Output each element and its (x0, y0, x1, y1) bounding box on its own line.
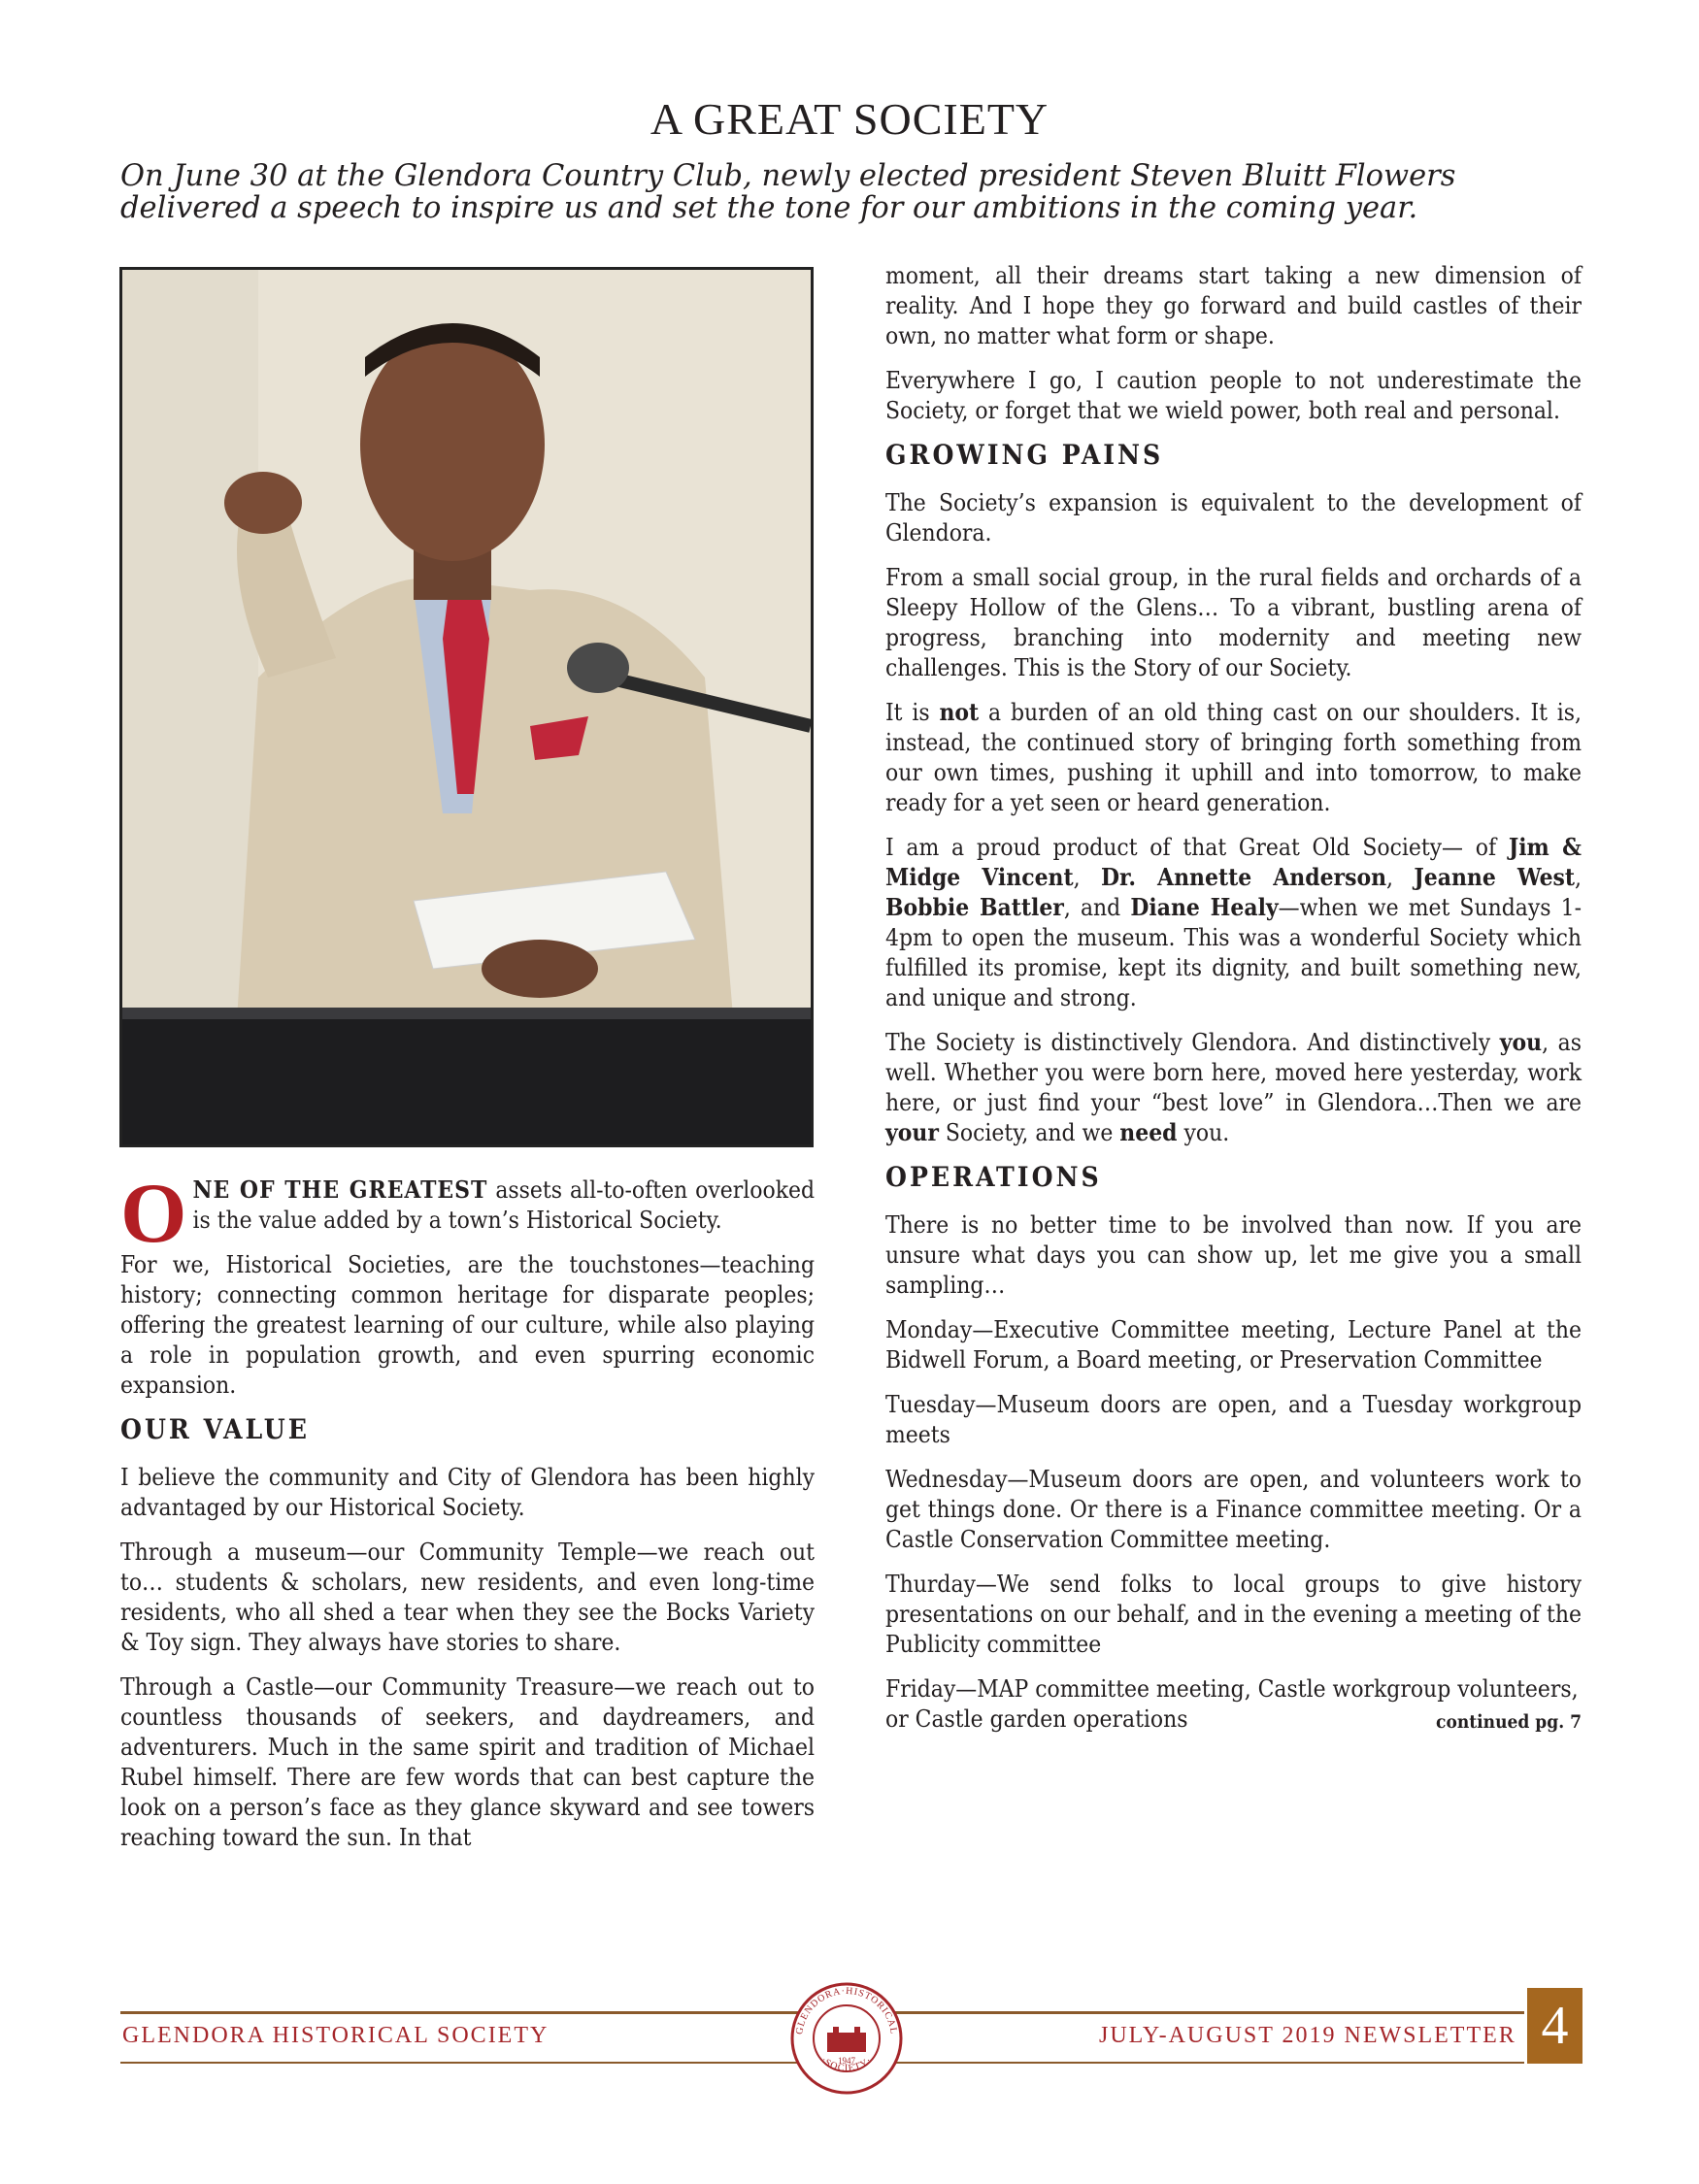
right-column (885, 260, 1582, 1748)
emphasis: not (939, 698, 980, 726)
paragraph: I believe the community and City of Glendora has been highly advantaged by our Historical Society. (120, 1463, 815, 1521)
schedule-friday (885, 1673, 1582, 1734)
text-run: Friday—MAP committee meeting, Castle workgroup volunteers, or Castle garden operations (885, 1674, 1579, 1733)
person-name: Dr. Annette Anderson (1101, 863, 1387, 891)
text-run: The Society is distinctively Glendora. And distinctively (885, 1028, 1500, 1056)
schedule-tuesday: Tuesday—Museum doors are open, and a Tuesday workgroup meets (885, 1390, 1582, 1448)
left-column (120, 1167, 816, 1867)
schedule-thursday: Thurday—We send folks to local groups to give history presentations on our behalf, and in the evening a meeting of the Publicity committee (885, 1570, 1582, 1658)
speaker-photo (119, 267, 814, 1147)
person-name: Jim & Midge Vincent (885, 833, 1582, 891)
speaker-photo-illustration (122, 270, 811, 1144)
person-name: Bobbie Battler (885, 893, 1064, 921)
paragraph (885, 832, 1582, 1012)
seal-bottom-text: ·SOCIETY· (818, 2055, 875, 2074)
page-number: 4 (1527, 1988, 1582, 2064)
paragraph (885, 697, 1582, 817)
section-heading-operations: OPERATIONS (885, 1161, 1102, 1193)
emphasis: you (1499, 1028, 1543, 1056)
text-run: It is (885, 698, 940, 726)
seal-top-text: GLENDORA·HISTORICAL (794, 1985, 899, 2035)
text-run: , (1073, 863, 1101, 891)
text-run: , as well. Whether you were born here, moved here yesterday, work here, or just find your “best love” in Glendora…Then we are (885, 1028, 1582, 1116)
opening-text: assets all-to-often overlooked is the value added by a town’s Historical Society. (192, 1175, 816, 1234)
section-heading-growing-pains: GROWING PAINS (885, 439, 1164, 471)
text-run: a burden of an old thing cast on our shoulders. It is, instead, the continued story of bringing forth something from our own times, pushing it uphill and into tomorrow, to make ready for a yet seen or heard generation. (885, 698, 1582, 816)
text-run: you. (1177, 1118, 1230, 1146)
paragraph: For we, Historical Societies, are the touchstones—teaching history; connecting common heritage for disparate peoples; offering the greatest learning of our culture, while also playing a role in population growth, and even spurring economic expansion. (120, 1250, 815, 1399)
paragraph: moment, all their dreams start taking a new dimension of reality. And I hope they go forward and build castles of their own, no matter what form or shape. (885, 261, 1582, 349)
article-subtitle: On June 30 at the Glendora Country Club, newly elected president Steven Bluitt Flowers delivered a speech to inspire us and set the tone for our ambitions in the coming year. (120, 159, 1456, 225)
footer-organization: GLENDORA HISTORICAL SOCIETY (122, 2023, 550, 2048)
text-run: I am a proud product of that Great Old Society— of (885, 833, 1509, 861)
text-run: , and (1063, 893, 1131, 921)
text-run: —when we met Sundays 1-4pm to open the museum. This was a wonderful Society which fulfilled its promise, kept its dignity, and built something new, and unique and strong. (885, 893, 1582, 1011)
continued-link[interactable]: continued pg. 7 (1436, 1711, 1582, 1733)
schedule-monday: Monday—Executive Committee meeting, Lecture Panel at the Bidwell Forum, a Board meeting, or Preservation Committee (885, 1315, 1582, 1373)
text-run: , (1386, 863, 1415, 891)
seal-year: 1947 (838, 2056, 855, 2066)
paragraph: There is no better time to be involved than now. If you are unsure what days you can show up, let me give you a small sampling… (885, 1210, 1582, 1299)
emphasis: need (1119, 1118, 1178, 1146)
emphasis: your (885, 1118, 939, 1146)
paragraph (885, 1027, 1582, 1147)
article-title: A GREAT SOCIETY (650, 94, 1049, 144)
paragraph: The Society’s expansion is equivalent to the development of Glendora. (885, 488, 1582, 546)
lead-in: NE OF THE GREATEST (192, 1175, 488, 1204)
text-run: , (1575, 863, 1582, 891)
opening-paragraph (120, 1167, 816, 1261)
paragraph: Everywhere I go, I caution people to not underestimate the Society, or forget that we wield power, both real and personal. (885, 366, 1582, 424)
paragraph: From a small social group, in the rural fields and orchards of a Sleepy Hollow of the Glens… To a vibrant, bustling arena of progress, branching into modernity and meeting new challenges. This is the Story of our Society. (885, 563, 1582, 681)
footer-issue: JULY-AUGUST 2019 NEWSLETTER (1099, 2023, 1516, 2048)
schedule-wednesday: Wednesday—Museum doors are open, and volunteers work to get things done. Or there is a Finance committee meeting. Or a Castle Conservation Committee meeting. (885, 1465, 1582, 1553)
person-name: Diane Healy (1130, 893, 1279, 921)
drop-cap: O (120, 1167, 187, 1261)
section-heading-our-value: OUR VALUE (120, 1413, 310, 1445)
person-name: Jeanne West (1414, 863, 1576, 891)
paragraph: Through a museum—our Community Temple—we reach out to… students & scholars, new residents, and even long-time residents, who all shed a tear when they see the Bocks Variety & Toy sign. They always have stories to share. (120, 1538, 815, 1656)
society-seal-icon (788, 1980, 905, 2097)
paragraph: Through a Castle—our Community Treasure—we reach out to countless thousands of seekers, and daydreamers, and adventurers. Much in the same spirit and tradition of Michael Rubel himself. There are few words that can best capture the look on a person’s face as they glance skyward and see towers reaching toward the sun. In that (120, 1672, 815, 1851)
text-run: Society, and we (938, 1118, 1120, 1146)
